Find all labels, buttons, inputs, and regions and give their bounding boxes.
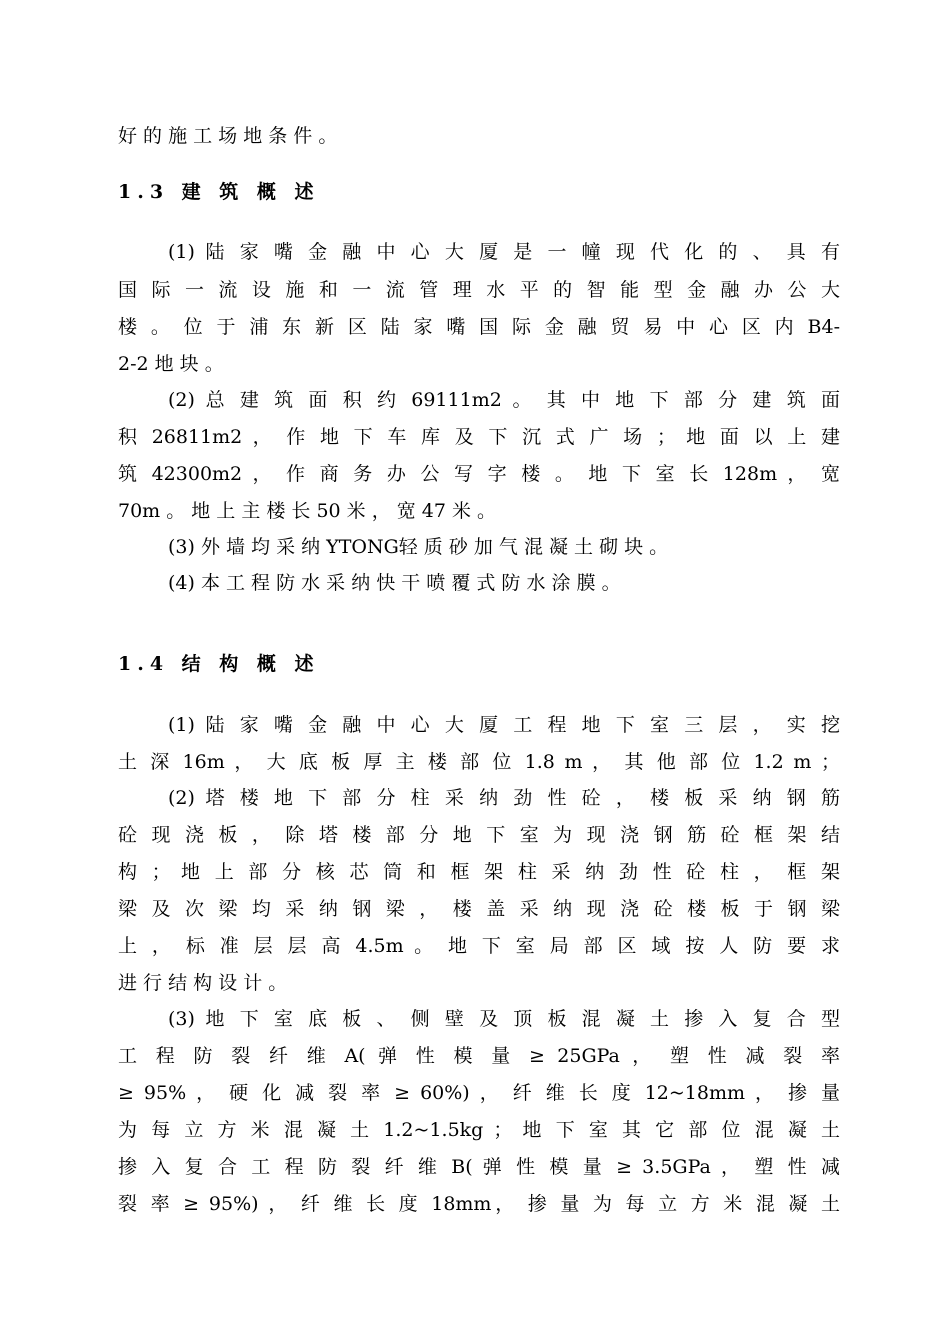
paragraph-line: 上 ， 标 准 层 层 高 4.5m 。 地 下 室 局 部 区 域 按 人 防 要 求 — [118, 935, 840, 957]
paragraph-line: 筑 42300m2 ， 作 商 务 办 公 写 字 楼 。 地 下 室 长 128m ， 宽 — [118, 463, 840, 485]
paragraph-line: (2) 总 建 筑 面 积 约 69111m2 。 其 中 地 下 部 分 建 筑 面 — [168, 389, 840, 411]
paragraph-line: 好 的 施 工 场 地 条 件 。 — [118, 125, 338, 147]
section-heading-1-3: 1.3 建 筑 概 述 — [118, 181, 320, 203]
section-heading-1-4: 1.4 结 构 概 述 — [118, 653, 320, 675]
paragraph-line: 2-2 地 块 。 — [118, 353, 224, 375]
paragraph-line: 掺 入 复 合 工 程 防 裂 纤 维 B( 弹 性 模 量 ≥ 3.5GPa ， 塑 性 减 — [118, 1156, 840, 1178]
paragraph-line: 为 每 立 方 米 混 凝 土 1.2~1.5kg ； 地 下 室 其 它 部 位 混 凝 土 — [118, 1119, 840, 1141]
paragraph-line: 梁 及 次 梁 均 采 纳 钢 梁 ， 楼 盖 采 纳 现 浇 砼 楼 板 于 钢 梁 — [118, 898, 840, 920]
paragraph-line: 工 程 防 裂 纤 维 A( 弹 性 模 量 ≥ 25GPa ， 塑 性 减 裂 率 — [118, 1045, 840, 1067]
paragraph-line: (4) 本 工 程 防 水 采 纳 快 干 喷 覆 式 防 水 涂 膜 。 — [168, 572, 621, 594]
paragraph-line: 楼 。 位 于 浦 东 新 区 陆 家 嘴 国 际 金 融 贸 易 中 心 区 内 B4- — [118, 316, 840, 338]
paragraph-line: 国 际 一 流 设 施 和 一 流 管 理 水 平 的 智 能 型 金 融 办 公 大 — [118, 279, 840, 301]
paragraph-line: 砼 现 浇 板 ， 除 塔 楼 部 分 地 下 室 为 现 浇 钢 筋 砼 框 架 结 — [118, 824, 840, 846]
paragraph-line: 进 行 结 构 设 计 。 — [118, 972, 288, 994]
paragraph-line: 积 26811m2 ， 作 地 下 车 库 及 下 沉 式 广 场 ； 地 面 以 上 建 — [118, 426, 840, 448]
paragraph-line: ≥ 95% ， 硬 化 减 裂 率 ≥ 60%) ， 纤 维 长 度 12~18mm ， 掺 量 — [118, 1082, 840, 1104]
paragraph-line: 土 深 16m ， 大 底 板 厚 主 楼 部 位 1.8 m ， 其 他 部 位 1.2 m ； — [118, 751, 840, 773]
paragraph-line: (3) 外 墙 均 采 纳 YTONG轻 质 砂 加 气 混 凝 土 砌 块 。 — [168, 536, 669, 558]
paragraph-line: 裂 率 ≥ 95%) ， 纤 维 长 度 18mm， 掺 量 为 每 立 方 米 混 凝 土 — [118, 1193, 840, 1215]
paragraph-line: (3) 地 下 室 底 板 、 侧 壁 及 顶 板 混 凝 土 掺 入 复 合 型 — [168, 1008, 840, 1030]
paragraph-line: (1) 陆 家 嘴 金 融 中 心 大 厦 工 程 地 下 室 三 层 ， 实 挖 — [168, 714, 840, 736]
paragraph-line: (2) 塔 楼 地 下 部 分 柱 采 纳 劲 性 砼 ， 楼 板 采 纳 钢 筋 — [168, 787, 840, 809]
paragraph-line: 构 ； 地 上 部 分 核 芯 筒 和 框 架 柱 采 纳 劲 性 砼 柱 ， 框 架 — [118, 861, 840, 883]
paragraph-line: (1) 陆 家 嘴 金 融 中 心 大 厦 是 一 幢 现 代 化 的 、 具 有 — [168, 241, 840, 263]
paragraph-line: 70m 。 地 上 主 楼 长 50 米 ， 宽 47 米 。 — [118, 500, 497, 522]
